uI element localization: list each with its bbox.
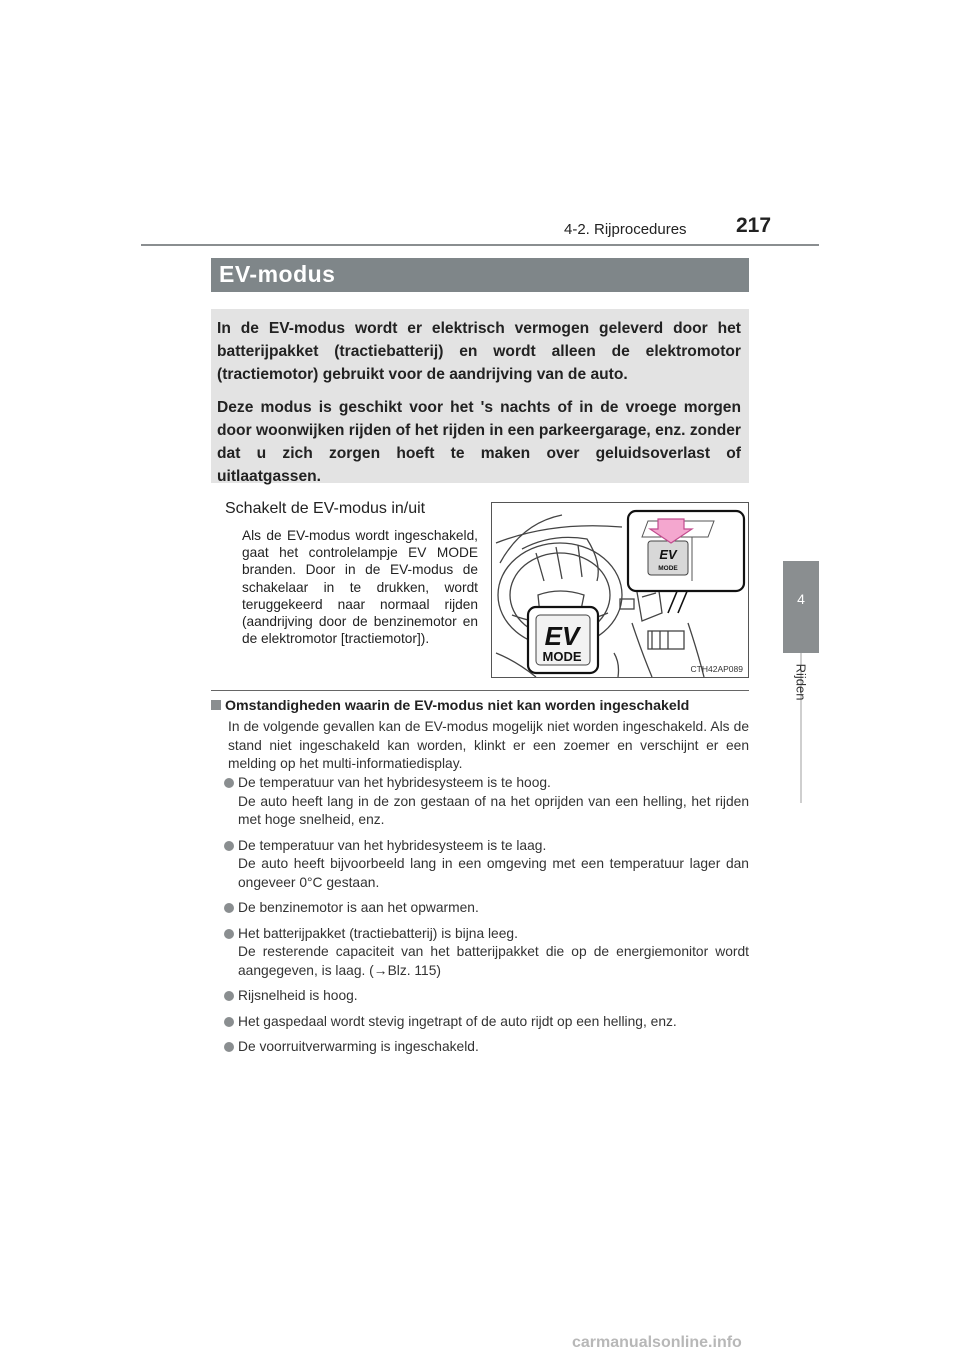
list-item-main: De voorruitverwarming is ingeschakeld. [238,1039,479,1054]
chapter-tab[interactable] [783,561,819,653]
conditions-heading-text: Omstandigheden waarin de EV-modus niet kan worden ingeschakeld [225,698,690,714]
intro-box [211,309,749,483]
list-item [224,774,749,830]
header-section: 4-2. Rijprocedures [564,221,687,238]
dashboard-illustration [491,502,749,678]
switch-label: Schakelt de EV-modus in/uit [225,500,426,517]
switch-description: Als de EV-modus wordt ingeschakeld, gaat het controlelampje EV MODE branden. Door in de EV-modus de schakelaar in te drukken, wordt teruggekeerd naar normaal rijden (aandrijving door de benzinemotor en de elektromotor [tractiemotor]). [242,528,478,647]
bullet-icon [224,1042,234,1052]
list-item [224,987,749,1006]
chapter-label [786,656,816,708]
chapter-label-text: Rijden [793,663,809,701]
bullet-icon [224,903,234,913]
list-item-main: De temperatuur van het hybridesysteem is te hoog. [238,775,551,790]
list-item-main: Rijsnelheid is hoog. [238,988,358,1003]
conditions-list [224,774,749,1064]
list-item [224,1038,749,1057]
bullet-icon [224,1017,234,1027]
bullet-icon [224,778,234,788]
figure-code: CTH42AP089 [690,664,743,674]
watermark: carmanualsonline.info [572,1334,742,1351]
small-ev-text: EV [659,547,677,562]
conditions-heading [211,698,689,714]
list-item [224,837,749,893]
list-item-main: Het batterijpakket (tractiebatterij) is bijna leeg. [238,925,518,941]
intro-paragraph-2: Deze modus is geschikt voor het 's nachts of in de vroege morgen door woonwijken rijden of het rijden in een parkeergarage, enz. zonder dat u zich zorgen hoeft te maken over geluidsoverlast of uitlaatgassen. [217,399,741,485]
list-item [224,925,749,981]
intro-paragraph-1: In de EV-modus wordt er elektrisch vermogen geleverd door het batterijpakket (tractiebatterij) en wordt alleen de elektromotor (tractiemotor) gebruikt voor de aandrijving van de auto. [217,320,741,383]
list-item-main: De benzinemotor is aan het opwarmen. [238,900,479,915]
bullet-icon [224,991,234,1001]
list-item [224,899,749,918]
section-title-bar [211,258,749,292]
section-title: EV-modus [219,261,336,287]
dashboard-drawing [492,503,748,677]
small-mode-text: MODE [658,565,678,572]
large-ev-text: EV [544,621,580,651]
bullet-icon [224,929,234,939]
page-number: 217 [736,214,772,237]
divider [211,690,749,691]
square-bullet-icon [211,700,221,710]
list-item-main: Het gaspedaal wordt stevig ingetrapt of de auto rijdt op een helling, enz. [238,1013,677,1029]
chapter-number: 4 [797,591,805,607]
list-item-main: De temperatuur van het hybridesysteem is te laag. [238,837,547,853]
list-item-sub: De resterende capaciteit van het batterijpakket die op de energiemonitor wordt aangegeven, is laag. (→Blz. 115) [238,944,749,978]
bullet-icon [224,841,234,851]
large-mode-text: MODE [542,649,582,664]
list-item-sub: De auto heeft bijvoorbeeld lang in een omgeving met een temperatuur lager dan ongeveer 0°C gestaan. [238,856,749,890]
list-item [224,1013,749,1032]
conditions-intro: In de volgende gevallen kan de EV-modus mogelijk niet worden ingeschakeld. Als de stand niet ingeschakeld kan worden, klinkt er een zoemer en verschijnt er een melding op het multi-informatiedisplay. [228,719,749,771]
header-rule [141,244,819,246]
list-item-sub: De auto heeft lang in de zon gestaan of na het oprijden van een helling, het rijden met hoge snelheid, enz. [238,793,749,827]
